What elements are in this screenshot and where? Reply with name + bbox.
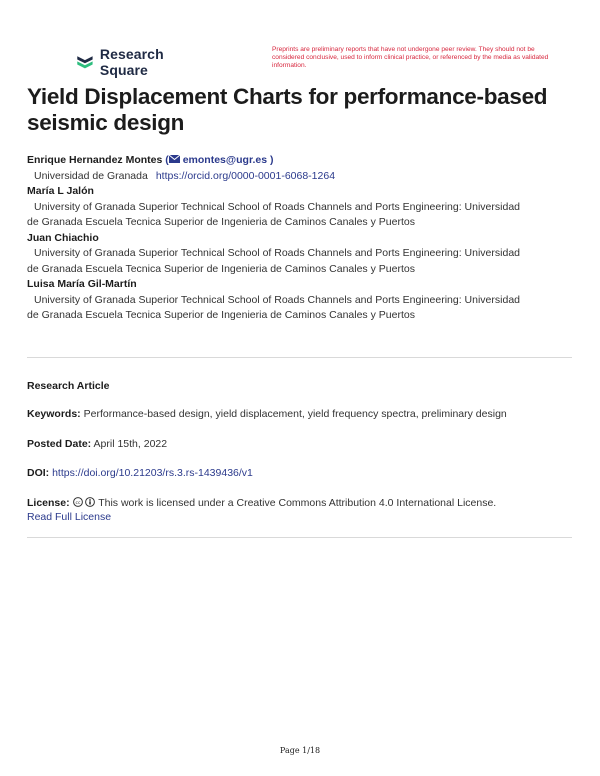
research-square-logo-icon bbox=[76, 49, 94, 75]
author-list bbox=[27, 153, 579, 324]
author-name: Juan Chiachio bbox=[27, 231, 99, 244]
author-name: María L Jalón bbox=[27, 185, 94, 197]
preprint-disclaimer: Preprints are preliminary reports that have not undergone peer review. They should not be considered conclusive, used to inform clinical practice, or referenced by the media as validated information. bbox=[272, 46, 549, 70]
author-affiliation: University of Granada Superior Technical School of Roads Channels and Ports Engineering: Universidad de Granada Escuela Tecnica Superior de Ingenieria de Caminos Canales y Puertos bbox=[27, 247, 520, 275]
attribution-icon bbox=[85, 497, 95, 507]
author-affiliation: Universidad de Granada https://orcid.org/0000-0001-6068-1264 bbox=[34, 169, 336, 182]
research-square-logo[interactable] bbox=[76, 46, 174, 78]
envelope-icon bbox=[169, 155, 180, 163]
author-affiliation: University of Granada Superior Technical School of Roads Channels and Ports Engineering: Universidad de Granada Escuela Tecnica Superior de Ingenieria de Caminos Canales y Puertos bbox=[27, 200, 520, 228]
svg-text:cc: cc bbox=[75, 501, 81, 506]
author-3 bbox=[27, 231, 579, 247]
article-type: Research Article bbox=[27, 380, 110, 392]
divider bbox=[27, 537, 572, 538]
cc-icon bbox=[73, 497, 83, 507]
brand-name: Research Square bbox=[99, 46, 164, 78]
page-number: Page 1/18 bbox=[279, 746, 321, 755]
author-2 bbox=[27, 184, 579, 200]
orcid-link[interactable]: https://orcid.org/0000-0001-6068-1264 bbox=[155, 169, 336, 182]
read-full-license-link[interactable]: Read Full License bbox=[27, 511, 112, 523]
posted-date: Posted Date: April 15th, 2022 bbox=[27, 438, 168, 450]
author-email-link[interactable]: ( emontes@ugr.es ) bbox=[165, 154, 274, 166]
author-name: Enrique Hernandez Montes bbox=[27, 154, 163, 166]
author-1 bbox=[27, 153, 579, 169]
keywords: Keywords: Performance-based design, yield displacement, yield frequency spectra, preliminary design bbox=[27, 408, 507, 420]
license: License: cc This work is licensed under a Creative Commons Attribution 4.0 International License. Read Full License bbox=[27, 497, 497, 523]
divider bbox=[27, 357, 572, 358]
doi: DOI: https://doi.org/10.21203/rs.3.rs-1439436/v1 bbox=[27, 467, 253, 479]
author-4 bbox=[27, 277, 579, 293]
doi-link[interactable]: https://doi.org/10.21203/rs.3.rs-1439436/v1 bbox=[52, 467, 253, 479]
author-affiliation: University of Granada Superior Technical School of Roads Channels and Ports Engineering: Universidad de Granada Escuela Tecnica Superior de Ingenieria de Caminos Canales y Puertos bbox=[27, 293, 520, 321]
author-name: Luisa María Gil-Martín bbox=[27, 278, 137, 290]
paper-title: Yield Displacement Charts for performance-based seismic design bbox=[27, 84, 548, 135]
